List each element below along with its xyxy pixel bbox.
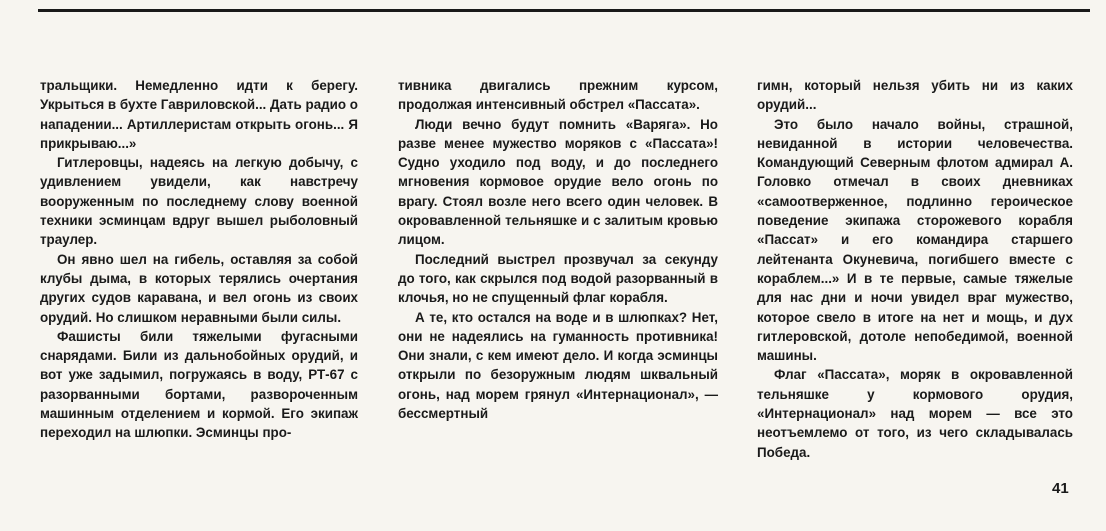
paragraph: Он явно шел на гибель, оставляя за собой клубы дыма, в которых терялись очертания других судов каравана, и вел огонь из своих орудий. Но слишком неравными были силы.	[40, 251, 358, 325]
text-column-1	[40, 76, 358, 443]
page-number: 41	[1052, 480, 1069, 497]
paragraph: Флаг «Пассата», моряк в окровавленной тельняшке у кормового орудия, «Интернационал» над морем — все это неотъемлемо от того, из чего складывалась Победа.	[757, 367, 1073, 460]
paragraph: Фашисты били тяжелыми фугасными снарядами. Били из дальнобойных орудий, и вот уже задымил, погружаясь в воду, РТ-67 с разорванными бортами, развороченным машинным отделением и кормой. Его экипаж переходил на шлюпки. Эсминцы про-	[40, 328, 358, 441]
paragraph: Это было начало войны, страшной, невиданной в истории человечества. Командующий Северным флотом адмирал А. Головко отмечал в своих дневниках «самоотверженное, подлинно героическое поведение экипажа сторожевого корабля «Пассат» и его командира старшего лейтенанта Окуневича, погибшего вместе с кораблем...» И в те первые, самые тяжелые для нас дни и ночи увидел враг мужество, которое свело в итоге на нет и мощь, и дух гитлеровской, дотоле непобедимой, военной машины.	[757, 116, 1073, 364]
paragraph: Гитлеровцы, надеясь на легкую добычу, с удивлением увидели, как навстречу вооруженным по последнему слову военной техники эсминцам вдруг вышел рыболовный траулер.	[40, 155, 358, 248]
text-column-3	[757, 76, 1073, 462]
paragraph: Последний выстрел прозвучал за секунду до того, как скрылся под водой разорванный в клочья, но не спущенный флаг корабля.	[398, 251, 718, 306]
top-rule	[38, 9, 1090, 12]
paragraph: Люди вечно будут помнить «Варяга». Но разве менее мужество моряков с «Пассата»! Судно уходило под воду, и до последнего мгновения кормовое орудие вело огонь по врагу. Стоял возле него всего один человек. В окровавленной тельняшке и с залитым кровью лицом.	[398, 116, 718, 248]
paragraph: гимн, который нельзя убить ни из каких орудий...	[757, 78, 1073, 113]
paragraph: тивника двигались прежним курсом, продолжая интенсивный обстрел «Пассата».	[398, 78, 718, 113]
text-column-2	[398, 76, 718, 423]
paragraph: А те, кто остался на воде и в шлюпках? Нет, они не надеялись на гуманность противника! Они знали, с кем имеют дело. И когда эсминцы открыли по безоружным людям шквальный огонь, над морем грянул «Интернационал», — бессмертный	[398, 309, 718, 422]
paragraph: тральщики. Немедленно идти к берегу. Укрыться в бухте Гавриловской... Дать радио о нападении... Артиллеристам открыть огонь... Я прикрываю...»	[40, 78, 358, 151]
